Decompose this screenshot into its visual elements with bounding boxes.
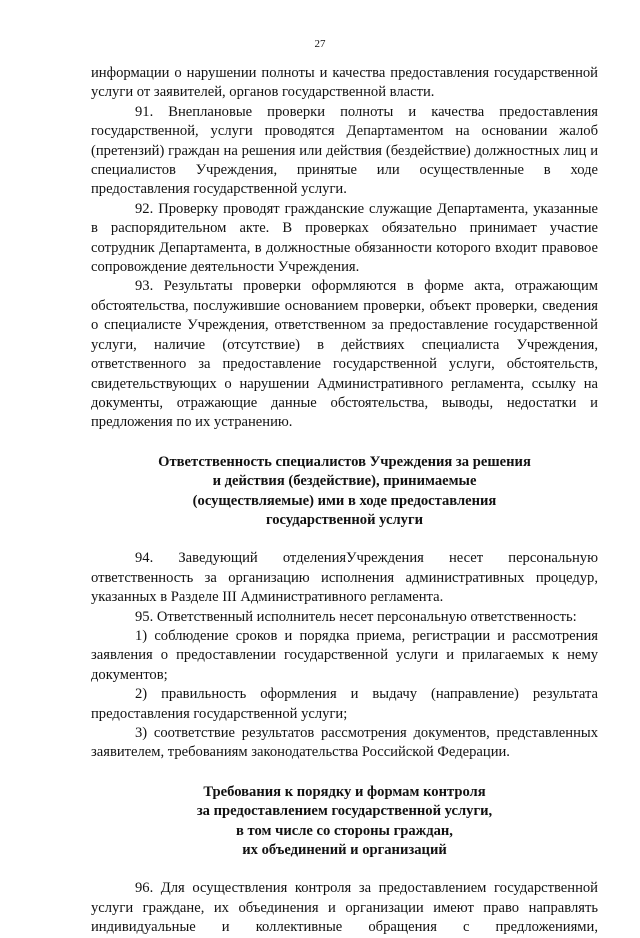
list-item-95-1: 1) соблюдение сроков и порядка приема, регистрации и рассмотрения заявления о предоставлении государственной услуги и прилагаемых к нему документов; bbox=[91, 627, 598, 683]
section-heading-control bbox=[155, 783, 535, 861]
heading-line: в том числе со стороны граждан, bbox=[236, 822, 453, 839]
document-body bbox=[91, 64, 598, 938]
paragraph-95: 95. Ответственный исполнитель несет персональную ответственность: bbox=[135, 608, 577, 625]
list-item-95-3: 3) соответствие результатов рассмотрения документов, представленных заявителем, требованиям законодательства Российской Федерации. bbox=[91, 725, 598, 761]
page-number: 27 bbox=[314, 38, 326, 50]
paragraph-92: 92. Проверку проводят гражданские служащие Департамента, указанные в распорядительном акте. В проверках обязательно принимает участие сотрудник Департамента, в должностные обязанности которого входит правовое сопровождение деятельности Учреждения. bbox=[91, 200, 598, 276]
list-item-95-2: 2) правильность оформления и выдачу (направление) результата предоставления государственной услуги; bbox=[91, 686, 598, 722]
paragraph-96: 96. Для осуществления контроля за предоставлением государственной услуги граждане, их объединения и организации имеют право направлять индивидуальные и коллективные обращения с предложениями, bbox=[91, 880, 598, 936]
heading-line: их объединений и организаций bbox=[242, 842, 447, 859]
paragraph-94: 94. Заведующий отделенияУчреждения несет персональную ответственность за организацию исполнения административных процедур, указанных в Разделе III Административного регламента. bbox=[91, 550, 598, 606]
paragraph-continuation: информации о нарушении полноты и качества предоставления государственной услуги от заявителей, органов государственной власти. bbox=[91, 65, 598, 101]
heading-line: Требования к порядку и формам контроля bbox=[203, 783, 486, 800]
paragraph-93: 93. Результаты проверки оформляются в форме акта, отражающим обстоятельства, послужившие основанием проверки, объект проверки, сведения о специалисте Учреждения, ответственном за предоставление государственной услуги, наличие (отсутствие) в действиях специалиста Учреждения, ответственного за предоставление государственной услуги, обстоятельств, свидетельствующих о нарушении Административного регламента, ссылку на документы, отражающие данные обстоятельства, выводы, недостатки и предложения по их устранению. bbox=[91, 278, 598, 431]
paragraph-91: 91. Внеплановые проверки полноты и качества предоставления государственной, услуги проводятся Департаментом на основании жалоб (претензий) граждан на решения или действия (бездействие) должностных лиц и специалистов Учреждения, принятые или осуществленные в ходе предоставления государственной услуги. bbox=[91, 103, 598, 198]
heading-line: за предоставлением государственной услуги, bbox=[196, 803, 493, 820]
section-heading-responsibility: Ответственность специалистов Учреждения за решения и действия (бездействие), принимаемые (осуществляемые) ими в ходе предоставления государственной услуги bbox=[158, 453, 531, 528]
